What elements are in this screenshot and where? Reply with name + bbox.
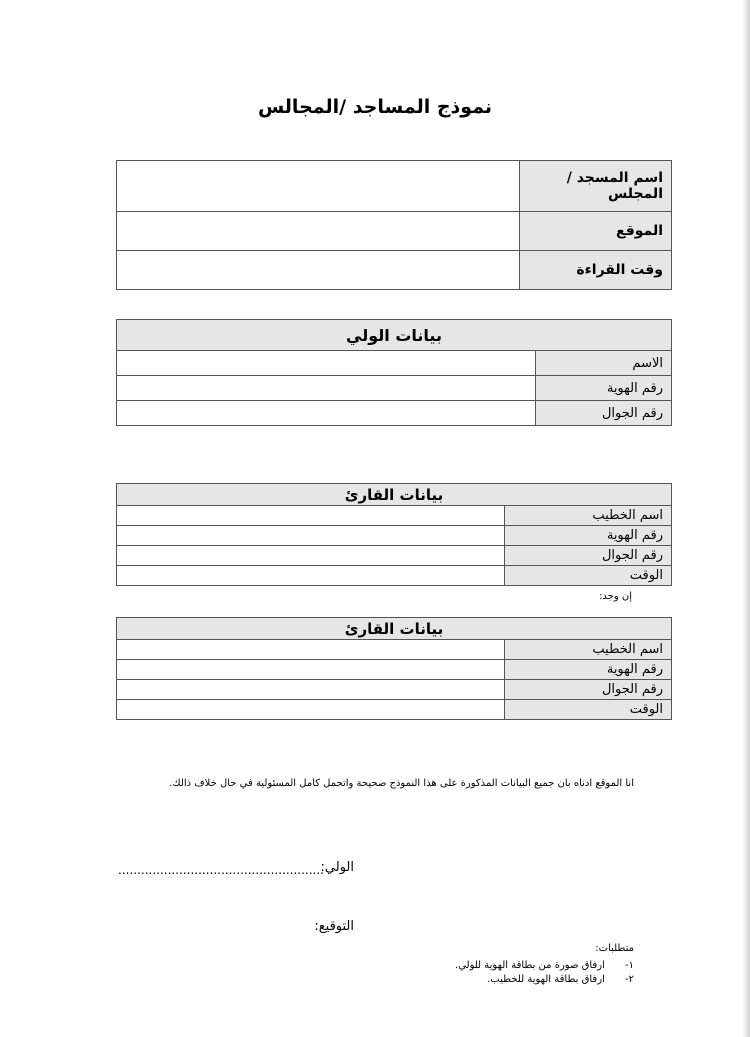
table-row [117,566,672,586]
table-row [117,546,672,566]
preacher-name-field[interactable] [117,506,505,526]
location-field[interactable] [117,212,520,251]
table-row [117,376,672,401]
guardian-mobile-label: رقم الجوال [536,401,672,426]
reader-table-header: بيانات القارئ [117,618,672,640]
mosque-name-label: اسم المسجد / المجلس [520,161,672,212]
requirements-list [455,960,634,988]
table-row [117,680,672,700]
table-row [117,506,672,526]
reader-mobile-label: رقم الجوال [505,680,672,700]
list-item-number: ٢- [625,974,634,985]
reading-time-field[interactable] [117,251,520,290]
reader-id-field[interactable] [117,660,505,680]
preacher-name-field[interactable] [117,640,505,660]
list-item-number: ١- [625,960,634,971]
preacher-name-label: اسم الخطيب [505,506,672,526]
reader-info-table-2 [116,617,672,720]
reader-time-field[interactable] [117,566,505,586]
table-row [117,640,672,660]
reader-mobile-field[interactable] [117,680,505,700]
reader-mobile-label: رقم الجوال [505,546,672,566]
requirements-title: متطلبات: [595,943,634,954]
reader-time-label: الوقت [505,566,672,586]
mosque-info-table [116,160,672,290]
page-edge-shadow [742,0,750,1037]
reader-time-label: الوقت [505,700,672,720]
table-row [117,401,672,426]
table-row [117,251,672,290]
list-item-text: ارفاق صورة من بطاقة الهوية للولي. [455,960,605,971]
reader-table-header: بيانات القارئ [117,484,672,506]
guardian-name-label: الاسم [536,351,672,376]
list-item [455,974,634,985]
guardian-info-table [116,319,672,426]
preacher-name-label: اسم الخطيب [505,640,672,660]
guardian-name-line[interactable]: ...................................................... [118,863,324,877]
page-title: نموذج المساجد /المجالس [257,96,493,118]
mosque-name-field[interactable] [117,161,520,212]
guardian-id-label: رقم الهوية [536,376,672,401]
reading-time-label: وقت القراءة [520,251,672,290]
reader-time-field[interactable] [117,700,505,720]
guardian-id-field[interactable] [117,376,536,401]
reader-id-label: رقم الهوية [505,526,672,546]
guardian-mobile-field[interactable] [117,401,536,426]
table-row [117,700,672,720]
table-row [117,161,672,212]
declaration-text: انا الموقع ادناه بان جميع البيانات المذكورة على هذا النموذج صحيحة واتحمل كامل المسئولية في حال خلاف ذالك. [169,778,634,789]
location-label: الموقع [520,212,672,251]
guardian-signature-label: الولي: [320,860,354,875]
guardian-name-field[interactable] [117,351,536,376]
reader-id-field[interactable] [117,526,505,546]
signature-label: التوقيع: [314,919,354,934]
reader-id-label: رقم الهوية [505,660,672,680]
guardian-table-header: بيانات الولي [117,320,672,351]
list-item-text: ارفاق بطاقة الهوية للخطيب. [487,974,605,985]
table-row [117,660,672,680]
table-row [117,212,672,251]
reader-info-table-1 [116,483,672,586]
if-any-note: إن وجد: [599,591,632,602]
reader-mobile-field[interactable] [117,546,505,566]
list-item [455,960,634,971]
table-row [117,351,672,376]
table-row [117,526,672,546]
